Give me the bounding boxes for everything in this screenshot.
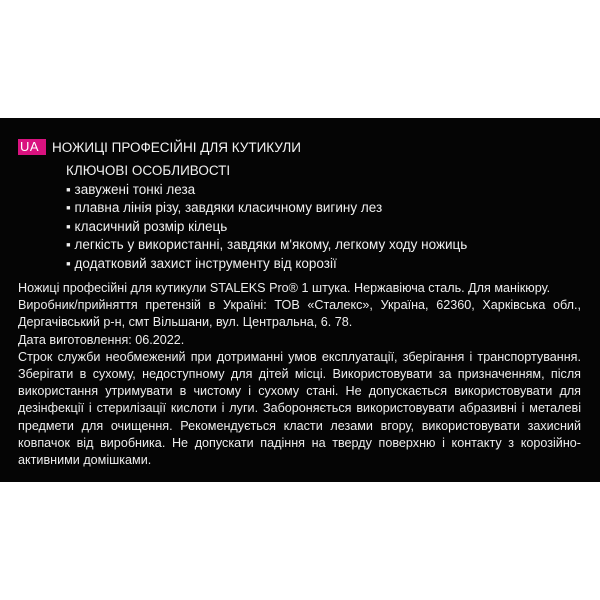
description-line: дезінфекції і стерилізації кислоти і луги. Забороняється використовувати абразивні і металеві — [18, 401, 581, 416]
description-line: предмети для очищення. Рекомендується класти лезами вгору, використовувати захисний — [18, 418, 581, 433]
label-panel — [0, 118, 600, 482]
description-line: Строк служби необмежений при дотриманні умов експлуатації, зберігання і транспортування. — [18, 349, 581, 364]
description-line: Виробник/прийняття претензій в Україні: ТОВ «Сталекс», Україна, 62360, Харківська обл., — [18, 298, 581, 313]
description-line: активними домішками. — [18, 453, 152, 468]
feature-item: ▪ класичний розмір кілець — [66, 218, 228, 234]
description-line: Дата виготовлення: 06.2022. — [18, 332, 185, 347]
product-title: НОЖИЦІ ПРОФЕСІЙНІ ДЛЯ КУТИКУЛИ — [52, 139, 301, 155]
language-badge: UA — [18, 139, 46, 155]
feature-item: ▪ завужені тонкі леза — [66, 181, 196, 197]
header — [18, 139, 301, 155]
description-line: ковпачок від виробника. Не допускати падіння на тверду поверхню і контакту з корозійно- — [18, 435, 581, 450]
feature-item: ▪ додатковий захист інструменту від корозії — [66, 255, 337, 271]
description-line: Дергачівський р-н, смт Вільшани, вул. Центральна, 6. 78. — [18, 315, 353, 330]
features-heading: КЛЮЧОВІ ОСОБЛИВОСТІ — [66, 163, 231, 178]
description-line: використання утримувати в чистому і сухому стані. Не допускається використовувати для — [18, 384, 581, 399]
description-line: Ножиці професійні для кутикули STALEKS Pro® 1 штука. Нержавіюча сталь. Для манікюру. — [18, 281, 551, 295]
feature-item: ▪ плавна лінія різу, завдяки класичному вигину лез — [66, 200, 383, 215]
feature-item: ▪ легкість у використанні, завдяки м'якому, легкому ходу ножиць — [66, 237, 468, 252]
description-block — [18, 280, 581, 469]
description-line: Зберігати в сухому, недоступному для дітей місці. Використовувати за призначенням, після — [18, 367, 581, 382]
features-block — [66, 162, 467, 273]
